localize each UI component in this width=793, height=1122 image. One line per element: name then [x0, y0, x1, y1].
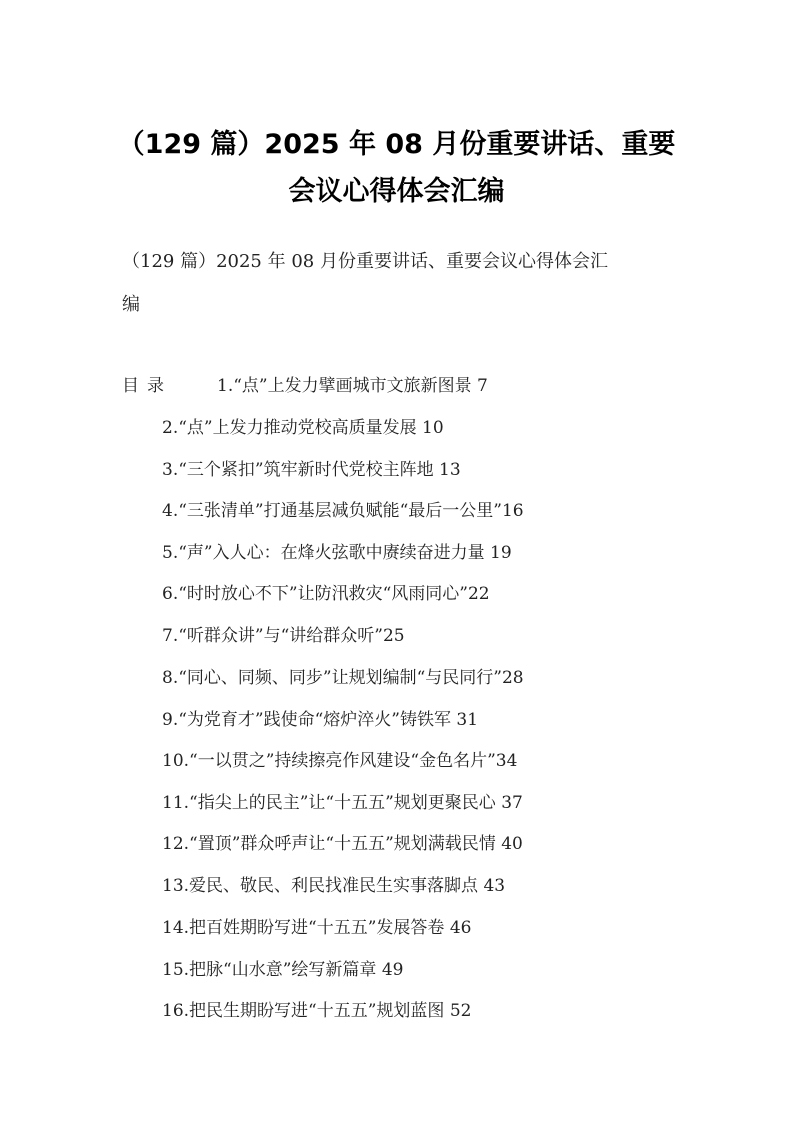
toc-item-14: 14.把百姓期盼写进“十五五”发展答卷 46	[162, 918, 472, 938]
toc-item-9: 9.“为党育才”践使命“熔炉淬火”铸铁军 31	[162, 710, 479, 730]
document-title-line-1: （129 篇）2025 年 08 月份重要讲话、重要	[117, 129, 676, 160]
toc-item-1: 1.“点”上发力擘画城市文旅新图景 7	[217, 376, 488, 396]
toc-item-12: 12.“置顶”群众呼声让“十五五”规划满载民情 40	[162, 834, 523, 854]
toc-item-8: 8.“同心、同频、同步”让规划编制“与民同行”28	[162, 668, 524, 688]
toc-item-15: 15.把脉“山水意”绘写新篇章 49	[162, 960, 404, 980]
toc-label: 目录	[122, 376, 172, 396]
document-title-line-2: 会议心得体会汇编	[288, 176, 505, 207]
toc-item-13: 13.爱民、敬民、利民找准民生实事落脚点 43	[162, 876, 506, 896]
toc-item-11: 11.“指尖上的民主”让“十五五”规划更聚民心 37	[162, 793, 523, 813]
toc-item-5: 5.“声”入人心：在烽火弦歌中赓续奋进力量 19	[162, 543, 512, 563]
toc-item-3: 3.“三个紧扣”筑牢新时代党校主阵地 13	[162, 460, 461, 480]
toc-item-6: 6.“时时放心不下”让防汛救灾“风雨同心”22	[162, 584, 490, 604]
toc-item-10: 10.“一以贯之”持续擦亮作风建设“金色名片”34	[162, 751, 518, 771]
toc-item-16: 16.把民生期盼写进“十五五”规划蓝图 52	[162, 1001, 472, 1021]
toc-item-2: 2.“点”上发力推动党校高质量发展 10	[162, 418, 444, 438]
document-subtitle-line-1: （129 篇）2025 年 08 月份重要讲话、重要会议心得体会汇	[122, 251, 608, 272]
toc-item-4: 4.“三张清单”打通基层减负赋能“最后一公里”16	[162, 501, 524, 521]
document-subtitle-line-2: 编	[122, 294, 140, 315]
toc-item-7: 7.“听群众讲”与“讲给群众听”25	[162, 626, 405, 646]
